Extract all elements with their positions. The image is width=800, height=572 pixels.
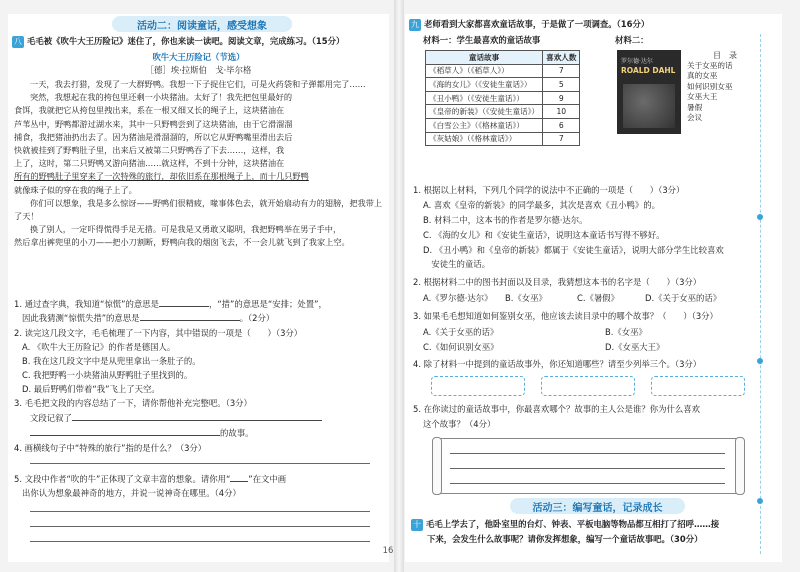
book-cover-image xyxy=(617,50,681,134)
scroll-right-roll xyxy=(735,437,745,495)
left-q5-text-a: 5. 文段中作者“吹的牛”正体现了文章丰富的想象。请你用“ xyxy=(14,474,231,484)
table-header-story: 童话故事 xyxy=(426,51,543,65)
table-cell: 《稻草人》（《稻草人》） xyxy=(426,64,543,78)
contents-item: 如何识别女巫 xyxy=(687,81,733,91)
left-q5-answer-line-1[interactable] xyxy=(30,511,370,512)
left-q1-text: 1. 通过查字典，我知道“惊慌”的意思是 xyxy=(14,299,159,309)
margin-dot xyxy=(757,498,763,504)
banner-text: 活动二：阅读童话，感受想象 xyxy=(137,20,267,32)
scroll-left-roll xyxy=(432,437,442,495)
table-cell: 《灰姑娘》（《格林童话》） xyxy=(426,132,543,146)
left-question-2: 2. 读完这几段文字，毛毛梳理了一下内容，其中错误的一项是（ ）（3分） xyxy=(14,328,303,338)
table-cell: 《皇帝的新装》（《安徒生童话》） xyxy=(426,105,543,119)
table-row xyxy=(426,132,580,146)
right-question-1: 1. 根据以上材料，下列几个同学的说法中不正确的一项是（ ）（3分） xyxy=(413,185,685,195)
table-row xyxy=(426,64,580,78)
table-row xyxy=(426,78,580,92)
question-8-number: 八 xyxy=(14,36,22,46)
right-q5-answer-line-2[interactable] xyxy=(450,468,725,469)
right-q2-option-b[interactable]: B.《女巫》 xyxy=(505,293,547,303)
book-cover-author: 罗尔德·达尔 xyxy=(621,58,653,65)
right-q1-option-a[interactable]: A. 喜欢《皇帝的新装》的同学最多，其次是喜欢《丑小鸭》的。 xyxy=(423,200,661,210)
right-q3-option-d[interactable]: D.《女巫大王》 xyxy=(605,342,665,352)
right-q2-option-d[interactable]: D.《关于女巫的话》 xyxy=(645,293,722,303)
left-q5-text-a2: ”在文中画 xyxy=(248,474,287,484)
book-spine xyxy=(394,0,404,572)
left-q3-line-2 xyxy=(30,427,254,440)
book-cover-brand: ROALD DAHL xyxy=(621,66,676,75)
story-line: 突然，我想起在我的挎包里还剩一小块猪油。太好了！我先把包里最好的 xyxy=(30,92,293,103)
left-q4-answer-line[interactable] xyxy=(30,463,370,464)
right-q5-answer-line-3[interactable] xyxy=(450,483,725,484)
book-contents xyxy=(687,50,763,123)
left-page xyxy=(8,14,394,562)
left-question-4: 4. 画横线句子中“特殊的旅行”指的是什么？（3分） xyxy=(14,443,207,453)
table-cell: 10 xyxy=(543,105,580,119)
left-q1-blank-1[interactable] xyxy=(159,306,209,307)
answer-box-1[interactable] xyxy=(431,376,525,396)
right-page xyxy=(405,14,782,562)
table-cell: 6 xyxy=(543,118,580,132)
right-question-3: 3. 如果毛毛想知道如何鉴别女巫，他应该去读目录中的哪个故事？（ ）（3分） xyxy=(413,311,718,321)
question-9-title xyxy=(409,18,649,31)
story-line: 捕食，我把猪油扔出去了。因为猪油是滑溜溜的，所以它从野鸭嘴里滑出去后 xyxy=(14,131,293,142)
story-line: 快就被挂到了野鸭肚子里，出来后又被第二只野鸭吞了下去……，这样，我 xyxy=(14,145,285,156)
table-row xyxy=(426,91,580,105)
right-q3-option-b[interactable]: B.《女巫》 xyxy=(605,327,647,337)
right-q2-option-a[interactable]: A.《罗尔德·达尔》 xyxy=(423,293,493,303)
survey-table xyxy=(425,50,580,146)
right-q1-option-d[interactable]: D. 《丑小鸭》和《皇帝的新装》都属于《安徒生童话》，说明大部分学生比较喜欢 xyxy=(423,245,724,255)
table-row xyxy=(426,105,580,119)
question-10 xyxy=(411,518,719,531)
story-author: ［德］埃·拉斯伯 戈·毕尔格 xyxy=(145,65,252,75)
material-two-label: 材料二： xyxy=(615,35,649,45)
right-question-4: 4. 除了材料一中提到的童话故事外，你还知道哪些？请至少列举三个。（3分） xyxy=(413,359,702,369)
table-cell: 《丑小鸭》（《安徒生童话》） xyxy=(426,91,543,105)
story-para-4-line-2: 然后拿出裤兜里的小刀——把小刀割断，野鸭向我的烟囱飞去，不一会儿就飞到了我家上空。 xyxy=(14,237,350,248)
activity-three-banner xyxy=(510,498,685,514)
story-line: 所有的野鸭肚子里穿来了一次特殊的旅行，却依旧系在那根绳子上，而十几只野鸭 xyxy=(14,171,309,182)
table-cell: 7 xyxy=(543,64,580,78)
left-q1-text-c: 因此我猜测“惊慌失措”的意思是 xyxy=(22,313,140,323)
story-para-3: 你们可以想象，我是多么惊讶——野鸭们很精疲，喙事体色去，就开始扇动有力的翅膀，把我带上了天！ xyxy=(14,197,383,222)
table-cell: 9 xyxy=(543,91,580,105)
table-header-count: 喜欢人数 xyxy=(543,51,580,65)
question-8-title xyxy=(12,35,344,48)
contents-item: 会议 xyxy=(687,113,703,123)
right-q3-option-c[interactable]: C.《如何识别女巫》 xyxy=(423,342,499,352)
story-para-4-line-1: 换了别人，一定吓得慌得手足无措。可是我是又勇敢又聪明，我把野鸭举在男子手中， xyxy=(30,224,342,235)
answer-box-3[interactable] xyxy=(651,376,745,396)
right-q1-option-d-cont: 安徒生的童话。 xyxy=(423,259,490,269)
material-one-label: 材料一：学生最喜欢的童话故事 xyxy=(423,35,541,45)
right-q5-answer-line-1[interactable] xyxy=(450,453,725,454)
right-q3-option-a[interactable]: A.《关于女巫的话》 xyxy=(423,327,499,337)
table-cell: 《白雪公主》（《格林童话》） xyxy=(426,118,543,132)
contents-heading: 目 录 xyxy=(713,51,737,60)
margin-dot xyxy=(757,358,763,364)
right-q1-option-c[interactable]: C. 《海的女儿》和《安徒生童话》，说明这本童话书写得不够好。 xyxy=(423,230,665,240)
left-q5-answer-line-3[interactable] xyxy=(30,541,370,542)
question-8-text: 毛毛被《吹牛大王历险记》迷住了，你也来读一读吧。阅读文章，完成练习。（15分） xyxy=(27,36,345,46)
left-q3-line-1 xyxy=(30,412,322,425)
answer-scroll xyxy=(435,438,742,494)
story-line: 就像珠子似的穿在我的绳子上了。 xyxy=(14,184,137,195)
right-q2-option-c[interactable]: C.《暑假》 xyxy=(577,293,620,303)
right-q1-option-b[interactable]: B. 材料二中，这本书的作者是罗尔德·达尔。 xyxy=(423,215,588,225)
left-q2-option-c[interactable]: C. 我把野鸭一小块猪油从野鸭肚子里找到的。 xyxy=(22,370,193,380)
table-cell: 7 xyxy=(543,132,580,146)
page-number-text: 16 xyxy=(382,545,394,555)
left-question-3: 3. 毛毛把文段的内容总结了一下，请你帮他补充完整吧。（3分） xyxy=(14,398,252,408)
left-q2-option-a[interactable]: A. 《吹牛大王历险记》的作者是德国人。 xyxy=(22,342,176,352)
left-q2-option-d[interactable]: D. 最后野鸭们带着“我”飞上了天空。 xyxy=(22,384,160,394)
left-question-5 xyxy=(14,473,286,486)
page-number xyxy=(368,544,408,557)
left-question-1-line-2 xyxy=(22,312,274,325)
left-q1-score: 。（2分） xyxy=(239,313,275,323)
left-q3-start: 文段记叙了 xyxy=(30,413,72,423)
answer-box-2[interactable] xyxy=(541,376,635,396)
story-line: 芦苇丛中，野鸭都游过湖水来，其中一只野鸭尝到了这块猪油，由于它滑溜溜 xyxy=(14,118,293,129)
left-q2-option-b[interactable]: B. 我在这几段文字中是从兜里拿出一条肚子的。 xyxy=(22,356,201,366)
question-9-number: 九 xyxy=(411,19,419,29)
story-para-2 xyxy=(14,91,386,197)
left-q1-text-b: ，“措”的意思是“安排；处置”， xyxy=(208,299,327,309)
left-question-5-line-2: 出你认为想象最神奇的地方，并说一说神奇在哪里。（4分） xyxy=(22,488,241,498)
contents-item: 暑假 xyxy=(687,102,703,112)
contents-item: 关于女巫的话 xyxy=(687,61,733,70)
left-q3-end: 的故事。 xyxy=(220,428,254,438)
question-10-text-a: 毛毛上学去了，他卧室里的台灯、钟表、平板电脑等物品都互相打了招呼……接 xyxy=(426,519,720,529)
left-q1-blank-2[interactable] xyxy=(140,320,240,321)
book-cover-illustration xyxy=(623,84,675,128)
margin-guide xyxy=(760,34,761,554)
question-9-text: 老师看到大家都喜欢童话故事，于是做了一项调查。（16分） xyxy=(424,19,650,29)
table-row xyxy=(426,118,580,132)
left-q5-answer-line-2[interactable] xyxy=(30,526,370,527)
left-q5-underline-sample xyxy=(230,481,248,482)
contents-item: 女巫大王 xyxy=(687,92,718,102)
right-question-5: 5. 在你读过的童话故事中，你最喜欢哪个？故事的主人公是谁？你为什么喜欢 xyxy=(413,404,701,414)
margin-dot xyxy=(757,214,763,220)
left-q3-blank-1[interactable] xyxy=(72,420,322,421)
story-line: 食饵，我就把它从挎包里拽出来，系在一根又细又长的绳子上，这块猪油在 xyxy=(14,105,285,116)
banner-three-text: 活动三：编写童话，记录成长 xyxy=(532,502,663,514)
activity-two-banner xyxy=(112,16,292,32)
left-question-1 xyxy=(14,298,327,311)
question-10-number: 十 xyxy=(413,519,421,529)
story-body xyxy=(14,78,386,250)
left-q3-blank-2[interactable] xyxy=(30,435,220,436)
right-question-5-line-2: 这个故事？（4分） xyxy=(423,419,496,429)
question-10-line-2: 下来，会发生什么故事呢？请你发挥想象，编写一个童话故事吧。（30分） xyxy=(427,534,703,544)
table-cell: 5 xyxy=(543,78,580,92)
story-title: 吹牛大王历险记（节选） xyxy=(152,52,245,62)
story-line: 上了，这时，第二只野鸭又游向猪油……就这样，不到十分钟，这块猪油在 xyxy=(14,158,285,169)
contents-item: 真的女巫 xyxy=(687,71,718,81)
story-para-1: 一天，我去打猎，发现了一大群野鸭。我想一下子捉住它们，可是火药袋和子弹都用完了…… xyxy=(30,79,366,89)
table-cell: 《海的女儿》（《安徒生童话》） xyxy=(426,78,543,92)
right-question-2: 2. 根据材料二中的图书封面以及目录，我猜想这本书的名字是（ ）（3分） xyxy=(413,277,702,287)
